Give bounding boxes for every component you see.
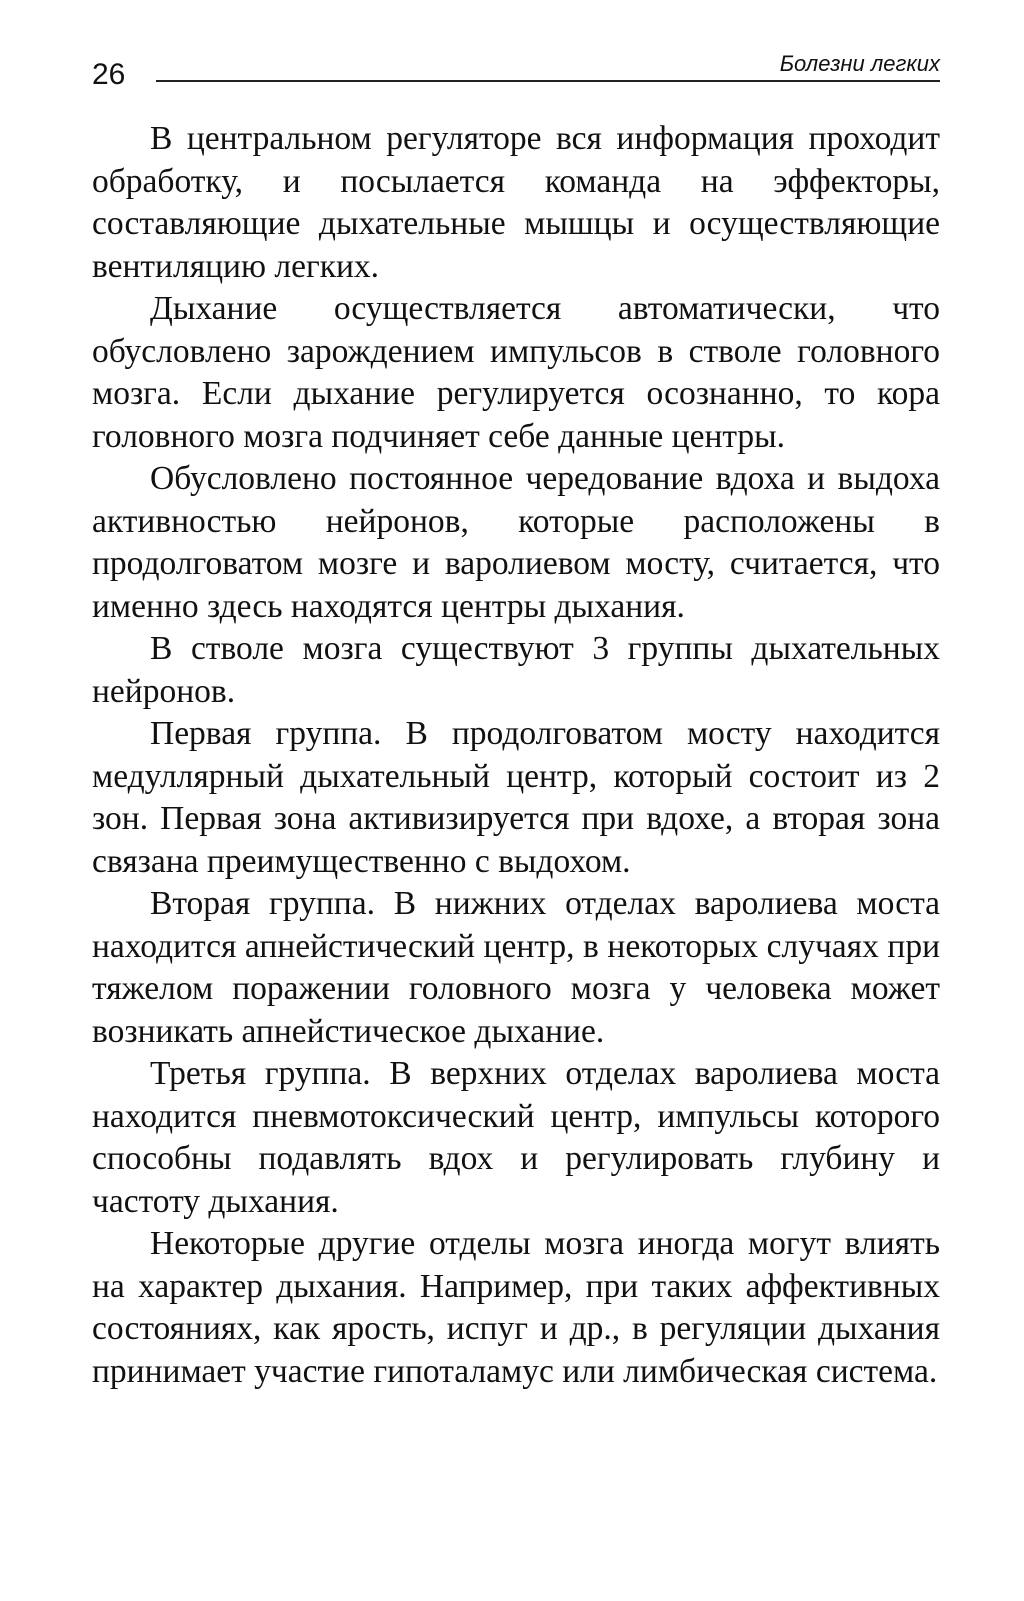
section-title: Болезни легких — [779, 51, 940, 76]
page-number: 26 — [92, 58, 126, 91]
paragraph: Некоторые другие отделы мозга иногда могут влиять на характер дыхания. Например, при таких аффективных состояниях, как ярость, испуг и др., в регуляции дыхания принимает участие гипоталамус или лимбическая система. — [92, 1225, 940, 1390]
paragraph: Дыхание осуществляется автоматически, что обусловлено зарождением импульсов в стволе головного мозга. Если дыхание регулируется осознанно, то кора головного мозга подчиняет себе данные центры. — [92, 290, 940, 455]
paragraph: В стволе мозга существуют 3 группы дыхательных нейронов. — [92, 630, 940, 710]
header-rule — [156, 80, 940, 82]
running-header — [92, 42, 940, 98]
paragraph: Первая группа. В продолговатом мосту находится медуллярный дыхательный центр, который состоит из 2 зон. Первая зона активизируется при вдохе, а вторая зона связана преимущественно с выдохом. — [92, 715, 940, 880]
paragraph: Третья группа. В верхних отделах варолиева моста находится пневмотоксический центр, импульсы которого способны подавлять вдох и регулировать глубину и частоту дыхания. — [92, 1055, 940, 1220]
body-text — [92, 118, 940, 1393]
paragraph: Вторая группа. В нижних отделах варолиева моста находится апнейстический центр, в некоторых случаях при тяжелом поражении головного мозга у человека может возникать апнейстическое дыхание. — [92, 885, 940, 1050]
paragraph: В центральном регуляторе вся информация проходит обработку, и посылается команда на эффекторы, составляющие дыхательные мышцы и осуществляющие вентиляцию легких. — [92, 120, 940, 285]
paragraph: Обусловлено постоянное чередование вдоха и выдоха активностью нейронов, которые расположены в продолговатом мозге и варолиевом мосту, считается, что именно здесь находятся центры дыхания. — [92, 460, 940, 625]
